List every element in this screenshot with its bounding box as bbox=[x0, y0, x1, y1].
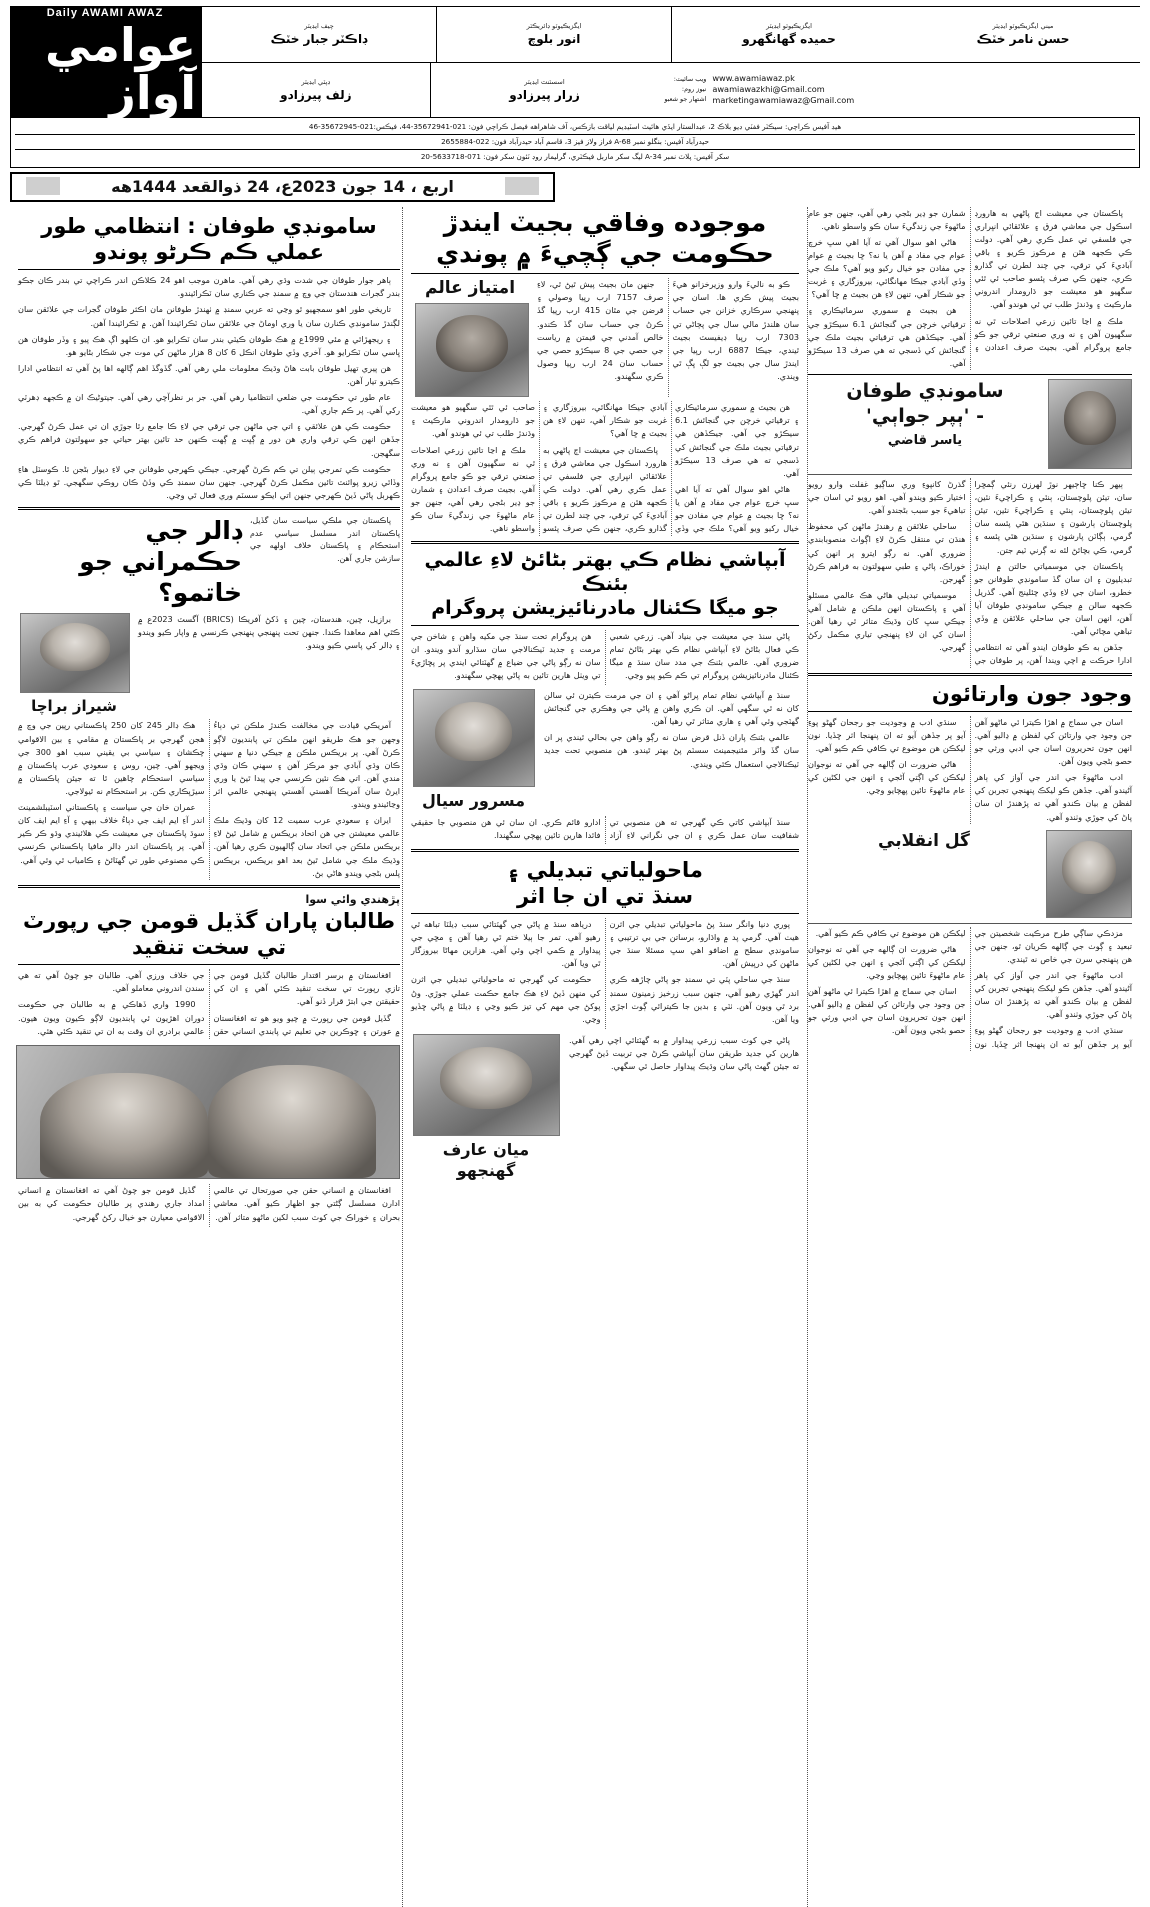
paragraph: پاڻي جي کوٽ سبب زرعي پيداوار ۾ به گهٽتائي اچي رهي آهي. هارين کي جديد طريقن سان آبپاشي ڪرڻ جي تربيت ڏيڻ گهرجي ته جيئن گهٽ پاڻي سان وڌيڪ پيداوار حاصل ٿي سگهي. bbox=[569, 1034, 799, 1072]
headline-dollar[interactable]: ڊالر جي حڪمراني جو خاتمو؟ bbox=[79, 515, 242, 608]
author-name-existence: گل انقلابي bbox=[878, 830, 970, 851]
address-karachi: هيڊ آفيس ڪراچي: سيڪٽر ففٽي ڊيو بلاڪ 2، عبدالستار ايڏي هائيٽ اسٽيڊيم لياقت بازڪس، آف شاهراهه فيصل ڪراچي فون: 021-35672941-44، فيڪس:021-35672945-46 bbox=[15, 120, 1135, 135]
author-name-climate: ميان عارف گهنجهو bbox=[442, 1139, 530, 1180]
author-name-budget: امتياز عالم bbox=[424, 278, 516, 299]
paragraph: گڏيل قومن جي رپورٽ ۾ چيو ويو هو ته افغانستان ۾ عورتن ۽ ڇوڪرين جي تعليم تي پابندي انساني حقن جي خلاف ورزي آهي. طالبان جو چوڻ آهي ته هي سندن اندروني معاملو آهي. bbox=[18, 970, 400, 1036]
article-dollar-intro bbox=[250, 515, 400, 566]
date-ornament-left bbox=[26, 177, 60, 195]
paragraph: حڪومت ڪي هن علائقي ۽ اتي جي ماڻهن جي ترقي جي لاءِ ڪا جامع رٿا جوڙي ان تي عمل ڪرڻ گهرجي. جڏهن انهن ڪي ترقي واري هن دور ۾ ڳڀت ۾ ڳهت ڪنهن حد تائين بهتر حياتي جو سهولتون فراهم ڪري سگهجن. bbox=[18, 421, 400, 458]
staff-name: انور بلوچ bbox=[527, 32, 581, 47]
paragraph: هاڻي اهو سوال آهي ته آيا اهي سڀ خرچ عوام جي مفاد ۾ آهن يا نه؟ ڇا بجيٽ ۾ عوام جي مفادن جو خيال رکيو ويو آهي؟ ملڪ جي وڏي آبادي جيڪا مهانگائي، بيروزگاري ۽ غربت جو شڪار آهي، تنهن لاءِ هن بجيٽ ۾ ڇا آهي؟ bbox=[543, 402, 799, 534]
paper-name-english: Daily AWAMI AWAZ bbox=[46, 6, 164, 19]
paragraph: هاڻي ضرورت ان ڳالهه جي آهي ته نوجوان ليکڪن کي اڳتي آڻجي ۽ انهن جي لکڻين کي عام ماڻهوءَ تائين پهچايو وڃي. bbox=[808, 943, 966, 980]
headline-irrigation-line1[interactable]: آبپاشي نظام ڪي بهتر بڻائڻ لاءِ عالمي بئنڪ bbox=[424, 549, 786, 596]
paragraph: سنڌي ادب ۾ وجوديت جو رجحان گهڻو پوءِ آيو پر جڏهن آيو ته ان پنهنجا اثر ڇڏيا. نون ليکڪن هن موضوع تي ڪافي ڪم ڪيو آهي. bbox=[815, 927, 1132, 1049]
article-climate-body bbox=[411, 918, 799, 1029]
author-dollar-block bbox=[18, 613, 130, 716]
paragraph: ايران ۽ سعودي عرب سميت 12 کان وڌيڪ ملڪ عالمي معيشتن جي هن اتحاد بريڪس ۾ شامل ٿيڻ لاءِ بريڪس ملڪن جي اتحاد سان ڳالهيون ڪري رهيا آهن. وڌيڪ ملڪ جي شامل ٿيڻ بعد اهو بريڪس، بريڪس پلس بڻجي ويندو هاڻي بڻ. bbox=[213, 815, 400, 878]
paragraph: ڪو به ناليءَ وارو وزيرخزانو هيءَ بجيٽ پيش ڪري ها. اسان جي پنهنجي سرڪاري خزانن جي حساب سان هلندڙ مالي سال جي پڄاڻي تي 7303 ارب رپيا ڊيفيسٽ بجيٽ ٿيندي، جيڪا 6887 ارب رپيا جي ايندڙ سال جي بجيٽ جو لڳ ڀڳ ٿي ويندي. bbox=[672, 279, 799, 381]
staff-mini-executive-editor bbox=[906, 7, 1140, 62]
headline-budget[interactable]: موجوده وفاقي بجيٽ ايندڙ حڪومت جي ڳچيءَ ۾ پوندي bbox=[436, 207, 774, 268]
paragraph: سنڌ آبپاشي کاتي ڪي گهرجي ته هن منصوبي تي شفافيت سان عمل ڪري ۽ ان جي نگراني لاءِ آزاد ادارو قائم ڪري. ان سان ئي هن منصوبي جا حقيقي فائدا هارين تائين پهچي سگهندا. bbox=[411, 816, 799, 840]
article-irrigation bbox=[411, 549, 799, 843]
paragraph: ٻاهر جوار طوفان جي شدت وڌي رهي آهي. ماهرن موجب اهو 24 ڪلاڪن اندر ڪراچي تي بندر ڪان جڪو بندر گجرات هندستان جي وچ ۾ سمنڊ جي ڪناري سان ٽڪرائيندو. bbox=[18, 275, 400, 299]
paragraph: جڏهن به ڪو طوفان ايندو آهي ته انتظامي ادارا حرڪت ۾ اچي ويندا آهن، پر طوفان جي گذرڻ کانپوءِ وري ساڳيو غفلت وارو رويو اختيار ڪيو ويندو آهي. اهو رويو ئي اسان جي تباهيءَ جو سبب بڻجندو آهي. bbox=[808, 479, 1132, 666]
article-existence-body bbox=[808, 716, 1132, 824]
address-sukkur: سکر آفيس: پلاٽ نمبر A-34 ليگ سکر ماربل فيڪٽري، گرليمار روڊ ٽئون سکر فون: 071-5633718-20 bbox=[420, 152, 730, 162]
article-taliban-body-cont bbox=[18, 1184, 400, 1226]
article-budget-lead bbox=[537, 278, 799, 397]
paragraph: ادب ماڻهوءَ جي اندر جي آواز کي ٻاهر آڻيندو آهي. جڏهن ڪو ليکڪ پنهنجي تجربن کي لفظن ۾ بيان ڪندو آهي ته پڙهندڙ ان سان پاڻ کي جوڙي وٺندو آهي. bbox=[974, 970, 1132, 1020]
contact-label-newsroom: نيوز روم: bbox=[681, 84, 707, 93]
masthead-addresses bbox=[10, 118, 1140, 168]
staff-role: ايگزيڪيوٽو ڊائريڪٽر bbox=[526, 22, 582, 31]
author-photo-climate bbox=[413, 1034, 560, 1136]
author-photo-budget bbox=[415, 303, 529, 397]
staff-assistant-editor bbox=[430, 63, 659, 118]
page-columns bbox=[10, 207, 1140, 1907]
headline-irrigation-line2[interactable]: جو ميگا ڪئنال مادرنائيزيشن پروگرام bbox=[431, 596, 779, 619]
paragraph: حڪومت کي گهرجي ته ماحولياتي تبديلي جي اثرن کي منهن ڏيڻ لاءِ هڪ جامع حڪمت عملي جوڙي. وڻ پوکڻ جي مهم کي تيز ڪيو وڃي ۽ ڊيلٽا ۾ پاڻي ڇڏيو وڃي. bbox=[411, 974, 601, 1024]
author-climate-block bbox=[411, 1034, 561, 1182]
paragraph: آمريڪي قيادت جي مخالفت ڪندڙ ملڪن تي دٻاءُ وجهن جو هڪ طريقو انهن ملڪن تي پابنديون لاڳو ڪرڻ آهي. پر بريڪس ملڪن ۾ جيڪي دنيا ۾ سهني ڪان وڌي آبادي جو مرڪز آهن ۽ سهني ڪان وڌي مندي آهن. اتي هڪ نئين ڪرنسي جي پيدا ٿيڻ يا وري ايرڻ سان آمريڪا آهستي آهستي پنهنجي عالمي اثر وڃائيندو ويندو. bbox=[213, 720, 400, 810]
staff-name: ڊاڪٽر جبار خٽڪ bbox=[270, 32, 368, 47]
author-name-storm-double: ياسر قاضي bbox=[887, 433, 963, 449]
article-taliban bbox=[18, 893, 400, 1227]
staff-chief-editor bbox=[201, 7, 436, 62]
paragraph: هن بجيٽ ۾ سموري سرمائيڪاري ۽ ترقياتي خرچن جي گنجائش 6.1 سيڪڙو جي آهي. جيڪڏهن هي ترقياتي بجيٽ ملڪ جي گنجائش کي ڏسجي ته هي صرف 13 سيڪڙو آهي. bbox=[808, 305, 966, 368]
headline-storm-admin[interactable]: سامونڊي طوفان : انتظامي طور عملي ڪم ڪرڻو پوندو bbox=[41, 213, 377, 264]
staff-role: ميني ايگزيڪيوٽو ايڊيٽر bbox=[992, 22, 1054, 31]
article-dollar bbox=[18, 515, 400, 880]
author-budget-block bbox=[411, 278, 529, 397]
paragraph: عام طور تي حڪومت جي ضلعي انتظاميا رهي آهي. جر بر نظرآچي رهي آهي. جيتوڻيڪ ان ۾ ڪجهه ڊهرٽي رکي آهي. پر ڪم جاري آهي. bbox=[18, 392, 400, 416]
paragraph: پاڪستان جي ملڪي سياست سان گڏيل، پاڪستان اندر مسلسل سياسي عدم استحڪام ۽ پاڪستان خلاف اولهه جي سازشن جاري آهن. bbox=[250, 515, 400, 563]
date-bar bbox=[10, 172, 555, 202]
column-middle bbox=[402, 207, 808, 1907]
author-irrigation-block bbox=[411, 689, 536, 812]
contact-values bbox=[712, 73, 854, 106]
contact-website[interactable]: www.awamiawaz.pk bbox=[712, 73, 795, 84]
staff-role: چيف ايڊيٽر bbox=[304, 22, 334, 31]
article-existence-body-cont bbox=[808, 927, 1132, 1051]
paragraph: سنڌ ۾ آبپاشي نظام تمام پراڻو آهي ۽ ان جي مرمت ڪيترن ئي سالن کان نه ٿي سگهي آهي. ان ڪري واهن ۾ پاڻي جي وهڪري جي گنجائش گهٽجي وئي آهي ۽ هاري متاثر ٿي رهيا آهن. bbox=[544, 689, 799, 727]
contact-label-ads: اشتهار جو شعبو bbox=[664, 94, 707, 103]
article-storm-admin bbox=[18, 213, 400, 502]
author-name-dollar: شيراز براچا bbox=[31, 696, 117, 715]
paragraph: پوري دنيا وانگر سنڌ پڻ ماحولياتي تبديلي جي اثرن هيٺ آهي. گرمي پد ۾ واڌارو، برساتن جي بي ترتيبي ۽ سامونڊي سطح ۾ اضافو اهي سڀ مسئلا سنڌ جي ماڻهن کي درپيش آهن. bbox=[609, 919, 799, 969]
article-dollar-body bbox=[18, 719, 400, 879]
staff-name: زرار پيرزادو bbox=[509, 87, 580, 102]
article-budget-body bbox=[411, 401, 799, 536]
paragraph: سنڌي ادب ۾ وجوديت جو رجحان گهڻو پوءِ آيو پر جڏهن آيو ته ان پنهنجا اثر ڇڏيا. نون ليکڪن هن موضوع تي ڪافي ڪم ڪيو آهي. bbox=[808, 716, 966, 754]
paragraph: 1990 واري ڏهاڪي ۾ به طالبان جي حڪومت دوران اهڙيون ئي پابنديون لاڳو ڪيون ويون هيون. عالمي برادري ان وقت به ان تي تنقيد ڪئي هئي. bbox=[18, 999, 205, 1036]
date-text: اربع ، 14 جون 2023ع، 24 ذوالقعد 1444هه bbox=[111, 177, 454, 197]
article-budget bbox=[411, 207, 799, 537]
staff-name: حميده گهانگهرو bbox=[742, 32, 836, 47]
author-photo-dollar bbox=[20, 613, 130, 693]
paragraph: پاڻي سنڌ جي معيشت جي بنياد آهي. زرعي شعبي ڪي فعال بڻائڻ لاءِ آبپاشي نظام ڪي بهتر بڻائڻ تمام ضروري آهي. عالمي بئنڪ جي مدد سان سنڌ ۾ ميگا ڪئنال مادرنائيزيشن پروگرام تي ڪم ڪيو پيو وڃي. bbox=[609, 630, 799, 680]
paragraph: ملڪ ۾ اڃا تائين زرعي اصلاحات ٿي نه سگهيون آهن ۽ نه وري صنعتي ترقي جو ڪو جامع پروگرام آهي. بجيٽ صرف اعدادن ۽ شمارن جو ڍير بڻجي رهي آهي، جنهن جو عام ماڻهوءَ جي زندگيءَ سان ڪو واسطو ناهي. bbox=[808, 207, 1132, 352]
column-right bbox=[10, 207, 402, 1907]
staff-deputy-editor bbox=[201, 63, 430, 118]
paragraph: ۽ ريجهڙائي ۾ مئي 1999ع ۾ هڪ طوفان ڪيٽي بندر سان ٽڪرايو هو. ان ڪلهو اڳ هڪ پيو ۽ وڏر طوفان هن ڀاسي سان ٽڪرايو هو. آخري وڏي طوفان انڪل 6 کان 8 هزار ماڻهن کي موت جي شڪار بڻايو هو. bbox=[18, 333, 400, 357]
paragraph: ملڪ ۾ اڃا تائين زرعي اصلاحات ٿي نه سگهيون آهن ۽ نه وري صنعتي ترقي جو ڪو جامع پروگرام آهي. بجيٽ صرف اعدادن ۽ شمارن جو ڍير بڻجي رهي آهي، جنهن جو عام ماڻهوءَ جي زندگيءَ سان ڪو واسطو ناهي. bbox=[411, 444, 535, 534]
article-dollar-lead bbox=[138, 613, 400, 716]
author-name-irrigation: مسرور سيال bbox=[421, 790, 526, 810]
paragraph: هن بجيٽ ۾ سموري سرمائيڪاري ۽ ترقياتي خرچن جي گنجائش 6.1 سيڪڙو جي آهي. جيڪڏهن هي ترقياتي بجيٽ ملڪ جي گنجائش کي ڏسجي ته هي صرف 13 سيڪڙو آهي. bbox=[675, 402, 799, 478]
paragraph: مزدڪي ساڳي طرح مرڪيت شخصيتن جي تبعيد ۽ ڳوٺ جي ڳالهه ڪريان ٿو، جنهن جي هن پنهنجي سرن جي خاص نه ٿيندي. bbox=[974, 927, 1132, 964]
paragraph: افغانستان ۾ انساني حقن جي صورتحال تي عالمي ادارن مسلسل ڳڻتي جو اظهار ڪيو آهي. معاشي بحران ۽ خوراڪ جي کوٽ سبب لکين ماڻهو متاثر آهن. bbox=[213, 1185, 400, 1222]
headline-climate-line2[interactable]: سنڌ تي ان جا اثر bbox=[516, 883, 694, 908]
paragraph: عالمي بئنڪ پاران ڏنل قرض سان نه رڳو واهن جي بحالي ٿيندي پر ان سان گڏ واٽر مئنيجمينٽ سسٽم پڻ بهتر ٿيندو. هن منصوبي تحت جديد ٽيڪنالاجي استعمال ڪئي ويندي. bbox=[544, 732, 799, 769]
paragraph: اسان جي سماج ۾ اهڙا ڪيترا ئي ماڻهو آهن جن وجود جي وارتائن کي لفظن ۾ ڍاليو آهي. انهن جون تحريرون اسان جي ادبي ورثي جو حصو بڻجي ويون آهن. bbox=[808, 986, 966, 1036]
staff-name: زلف پيرزادو bbox=[280, 87, 352, 102]
paragraph: هن پروگرام تحت سنڌ جي مکيه واهن ۽ شاخن جي مرمت ۽ جديد ٽيڪنالاجي سان سڌارو آندو ويندو. ان سان نه رڳو پاڻي جي ضياع ۾ گهٽتائي ايندي پر پڇاڙيءَ تي ويٺل هارين تائين به پاڻي پهچي سگهندو. bbox=[411, 630, 601, 680]
masthead-logo bbox=[10, 6, 200, 118]
staff-role: ڊپٽي ايڊيٽر bbox=[301, 77, 331, 86]
article-taliban-body bbox=[18, 969, 400, 1039]
article-climate bbox=[411, 857, 799, 1182]
contact-labels bbox=[664, 75, 706, 104]
staff-row-top bbox=[201, 7, 1140, 63]
paragraph: هن پيري تهيل طوفان بابت هاڻ وڌيڪ معلومات ملي رهي آهي. گڏوگڏ اهم ڳالهه اها پڻ آهي ته انتظامي ادارا ڪيترو تيار آهن. bbox=[18, 362, 400, 386]
masthead-contact bbox=[658, 63, 1140, 118]
author-photo-storm-double bbox=[1048, 379, 1132, 469]
article-existence bbox=[808, 681, 1132, 1051]
contact-label-website: ويب سائيٽ: bbox=[673, 75, 707, 84]
headline-climate-line1[interactable]: ماحولياتي تبديلي ۽ bbox=[507, 857, 703, 882]
paragraph: حڪومت ڪي تمرجي ٻيلن تي ڪم ڪرڻ گهرجي. جيڪي ڪهرجي طوفانن جي لاءِ ديوار بڻجن ٿا. ڪوسٽل هاءِ وڏائي زيرو پوائنٽ تائين مڪمل ڪرڻ گهرجي. جنهن سان سمنڊ ڪي وڏڻ ڪان روڪي سگهجي. ٿو ڊيلٽا ڪي ڪهربل پاڻي ڏيڻ ڪهرجي جنهن اتي ايڪو سسٽم وري فعال ٿي وڃي. bbox=[18, 463, 400, 500]
paragraph: پاڪستان جي معيشت اڄ پاڻهي به هارورڊ اسڪول جي معاشي فرق ۽ علائقائي انڀراري جي فلسفي تي عمل ڪري رهي آهي. دولت ڪي ڪجهه هٿن ۾ مرڪوز ڪريو ۽ باقي آباديءَ کي ترقي، جي چند لطرن تي گذارو ڪري، جنهن ڪي صرف پئسو صاحب ئي ٿئي سگهيو هو معيشت جو ڌارومدار اندروني مارڪيٽ ۽ وڌندڙ طلب تي ئي هوندو آهي. bbox=[974, 207, 1132, 310]
paragraph: برازيل، چين، هندستان، چين ۽ ڏکڻ آفريڪا (BRICS) آگسٽ 2023ع ۾ ڪٿي اهم معاهدا ڪندا. جنهن تحت پنهنجي پنهنجي ڪرنسي ۾ واپار ڪيو ويندو ۽ ڊالر کي پاسي ڪيو ويندو. bbox=[138, 613, 400, 650]
paragraph: اسان جي سماج ۾ اهڙا ڪيترا ئي ماڻهو آهن جن وجود جي وارتائن کي لفظن ۾ ڍاليو آهي. انهن جون تحريرون اسان جي ادبي ورثي جو حصو بڻجي ويون آهن. bbox=[974, 716, 1132, 767]
headline-storm-double-line2[interactable]: - 'ٻپر جواٻي' bbox=[866, 404, 984, 427]
article-storm-double bbox=[808, 379, 1132, 668]
staff-role: ايگزيڪيوٽو ايڊيٽر bbox=[766, 22, 812, 31]
paragraph: افغانستان ۾ برسر اقتدار طالبان گڏيل قومن جي تازي رپورٽ تي سخت تنقيد ڪئي آهي ۽ ان کي حقيقتن جي ابتڙ قرار ڏنو آهي. bbox=[213, 970, 400, 1007]
author-photo-existence bbox=[1046, 830, 1132, 918]
paragraph: سنڌ جي ساحلي پٽي تي سمنڊ جو پاڻي چاڙهه ڪري اندر گهڙي رهيو آهي، جنهن سبب زرخيز زمينون سمنڊ برد ٿي ويون آهن. ٺٽي ۽ بدين جا ڪيترائي ڳوٺ اجڙي ويا آهن. bbox=[609, 974, 799, 1024]
article-storm-double-body bbox=[808, 478, 1132, 668]
paragraph: پاڪستان جي معيشت اڄ پاڻهي به هارورڊ اسڪول جي معاشي فرق ۽ علائقائي انڀراري جي فلسفي تي عمل ڪري رهي آهي. دولت ڪي ڪجهه هٿن ۾ مرڪوز ڪريو ۽ باقي آباديءَ کي ترقي، جي چند لطرن تي گذارو ڪري، جنهن ڪي صرف پئسو صاحب ئي ٿئي سگهيو هو معيشت جو ڌارومدار اندروني مارڪيٽ ۽ وڌندڙ طلب تي ئي هوندو آهي. bbox=[411, 402, 667, 534]
kicker-taliban: پڙهندي وائي سوا bbox=[305, 892, 400, 906]
staff-role: اسسٽنٽ ايڊيٽر bbox=[524, 77, 565, 86]
article-storm-admin-body bbox=[18, 274, 400, 502]
photo-taliban-officials bbox=[16, 1045, 400, 1179]
staff-executive-director bbox=[436, 7, 671, 62]
paragraph: عمران خان جي سياست ۽ پاڪستاني اسٽيبلشمينٽ اندر آءِ ايم ايف جي دٻاءُ خلاف بيهي ۽ آءِ ايم ايف کان سوڌ پاڪستان جي معيشت ڪي هلائيندي وڌو ڪر ڪير آهي. پر پاڪستان اندر ڊالر مافيا پاڪستاني ڪرنسي ڪي مصنوعي طور تي گهٽائڻ ۽ ڪامياب ٿي وئي آهي. bbox=[18, 802, 205, 865]
author-photo-irrigation bbox=[413, 689, 535, 787]
contact-email-ads[interactable]: marketingawamiawaz@Gmail.com bbox=[712, 95, 855, 106]
paragraph: ادب ماڻهوءَ جي اندر جي آواز کي ٻاهر آڻيندو آهي. جڏهن ڪو ليکڪ پنهنجي تجربن کي لفظن ۾ بيان ڪندو آهي ته پڙهندڙ ان سان پاڻ کي جوڙي وٺندو آهي. bbox=[974, 772, 1132, 822]
paragraph: هڪ ڊالر 245 کان 250 پاڪستاني رپين جي وچ ۾ هجن گهرجي بر پاڪستان ۾ مقامي ۽ بين الاقوامي چڪشان ۽ سياسي بي يقيني سبب اهو 300 جي ويجهو آهي. چين، روس ۽ سعودي عرب پاڪستان ۾ سياسي استحڪام چاهين ٿا ته جيئن پاڪستان ۾ سيڙپڪاري ڪن. بر استحڪام نه ٿيولاجي. bbox=[18, 720, 205, 796]
address-hyderabad: حيدرآباد آفيس: بنگلو نمبر A-68 فراز ولاز فيز 3، قاسم آباد حيدرآباد فون: 022-2655884 bbox=[15, 135, 1135, 150]
staff-executive-editor bbox=[671, 7, 906, 62]
paragraph: درياهه سنڌ ۾ پاڻي جي گهٽتائي سبب ڊيلٽا تباهه ٿي رهيو آهي. تمر جا ٻيلا ختم ٿي رهيا آهن ۽ مڇي جي پيداوار ۾ ڪمي اچي وئي آهي. هزارين مهاڻا بيروزگار ٿي ويا آهن. bbox=[411, 919, 601, 969]
paragraph: موسمياتي تبديلي هاڻي هڪ عالمي مسئلو آهي ۽ پاڪستان انهن ملڪن ۾ شامل آهي جيڪي سڀ کان وڌيڪ متاثر ٿي رهيا آهن. اسان کي ان لاءِ پنهنجي تياري مڪمل رکڻ گهرجي. bbox=[808, 589, 966, 653]
article-budget-jump bbox=[808, 207, 1132, 370]
masthead-staff-table bbox=[200, 6, 1140, 118]
article-irrigation-body bbox=[544, 689, 799, 812]
headline-taliban[interactable]: طالبان پاران گڏيل قومن جي رپورٽ تي سخت تنقيد bbox=[23, 908, 395, 960]
article-irrigation-body-cont bbox=[411, 816, 799, 844]
headline-existence[interactable]: وجود جون وارتائون bbox=[931, 681, 1132, 706]
staff-row-bottom bbox=[201, 63, 1140, 118]
date-ornament-right bbox=[505, 177, 539, 195]
paragraph: پاڪستان جي موسمياتي حالتن ۾ ايندڙ تبديليون ۽ ان سان گڏ سامونڊي طوفانن جو خطرو، اسان جي لاءِ وڏي چئلينج آهي. گذريل ڪجهه سالن ۾ جيڪي سامونڊي طوفان آيا آهن، انهن اسان جي ساحلي علائقن ۾ وڏي تباهي مچائي آهي. bbox=[974, 560, 1132, 637]
paragraph: هاڻي اهو سوال آهي ته آيا اهي سڀ خرچ عوام جي مفاد ۾ آهن يا نه؟ ڇا بجيٽ ۾ عوام جي مفادن جو خيال رکيو ويو آهي؟ ملڪ جي وڏي آبادي جيڪا مهانگائي، بيروزگاري ۽ غربت جو شڪار آهي، تنهن لاءِ هن بجيٽ ۾ ڇا آهي؟ bbox=[808, 236, 966, 300]
paragraph: هاڻي ضرورت ان ڳالهه جي آهي ته نوجوان ليکڪن کي اڳتي آڻجي ۽ انهن جي لکڻين کي عام ماڻهوءَ تائين پهچايو وڃي. bbox=[808, 759, 966, 796]
paragraph: ساحلي علائقن ۾ رهندڙ ماڻهن کي محفوظ هنڌن تي منتقل ڪرڻ لاءِ اڳواٽ منصوبابندي ضروري آهي. نه رڳو ايترو پر انهن کي خوراڪ، پاڻي ۽ طبي سهولتون به فراهم ڪرڻ گهرجن. bbox=[808, 521, 966, 584]
contact-email-news[interactable]: awamiawazkhi@Gmail.com bbox=[712, 84, 825, 95]
datebar-wrap bbox=[10, 168, 555, 202]
article-irrigation-lead bbox=[411, 630, 799, 685]
staff-name: حسن نامر خٽڪ bbox=[976, 32, 1070, 47]
article-climate-body-cont bbox=[569, 1034, 799, 1182]
paragraph: گڏيل قومن جو چوڻ آهي ته افغانستان ۾ انساني امداد جاري رهندي پر طالبان حڪومت کي به بين الاقوامي معيارن جو خيال رکڻ گهرجي. bbox=[18, 1185, 205, 1222]
paper-name-sindhi: عوامي آواز bbox=[44, 17, 196, 120]
headline-storm-double-line1[interactable]: سامونڊي طوفان bbox=[846, 380, 1004, 403]
paragraph: تاريخي طور اهو سمجهيو ٿو وڃي ته عربي سمنڊ ۾ ٺهندڙ طوفانن مان اڪثر طوفان گجرات جي علائقن سان لڳندڙ سامونڊي ڪنارن سان يا وري اوماڻ جي علائقن سان ٽڪرائيندا آهن. ۾ ٽڪرائيندا آهن. bbox=[18, 304, 400, 328]
masthead bbox=[10, 6, 1140, 118]
paragraph: جنهن مان بجيٽ پيش ٿيڻ ٿي، لاءِ صرف 7157 ارب رپيا وصولي ۽ قرضن جي مٿان 415 ارب رپيا گڏ ڪرڻ جي حساب سان گڏ ڪندو. خالص آمدني جي قيمتن ۾ رياست جي حصي جي 8 سيڪڙو حصي جي حساب سان 24 ارب رپيا وصول ڪري سگهندو. bbox=[537, 279, 664, 381]
paragraph: ٻيهر ڪنا ڇاڄيهر نوڙ لهرزن رنئي ڳمڇرا سان، تيئن پلوچستان، ٻنئي ۽ ڪراچيءَ نئين، تيئن پلوچستان، ٻنئي ۽ ڪراچيءَ نئين، تيئن پلوچستان ٻارشون ۽ سنڌين هٿي پئسه سان گرمي، ٻڳاٽن پارشون ۽ سنڌين هٿي پئسه ۽ گرمي، ڪي بچائڻ لئه نه ڳرني ٽيم جتن. bbox=[974, 479, 1132, 555]
column-left bbox=[808, 207, 1140, 1907]
